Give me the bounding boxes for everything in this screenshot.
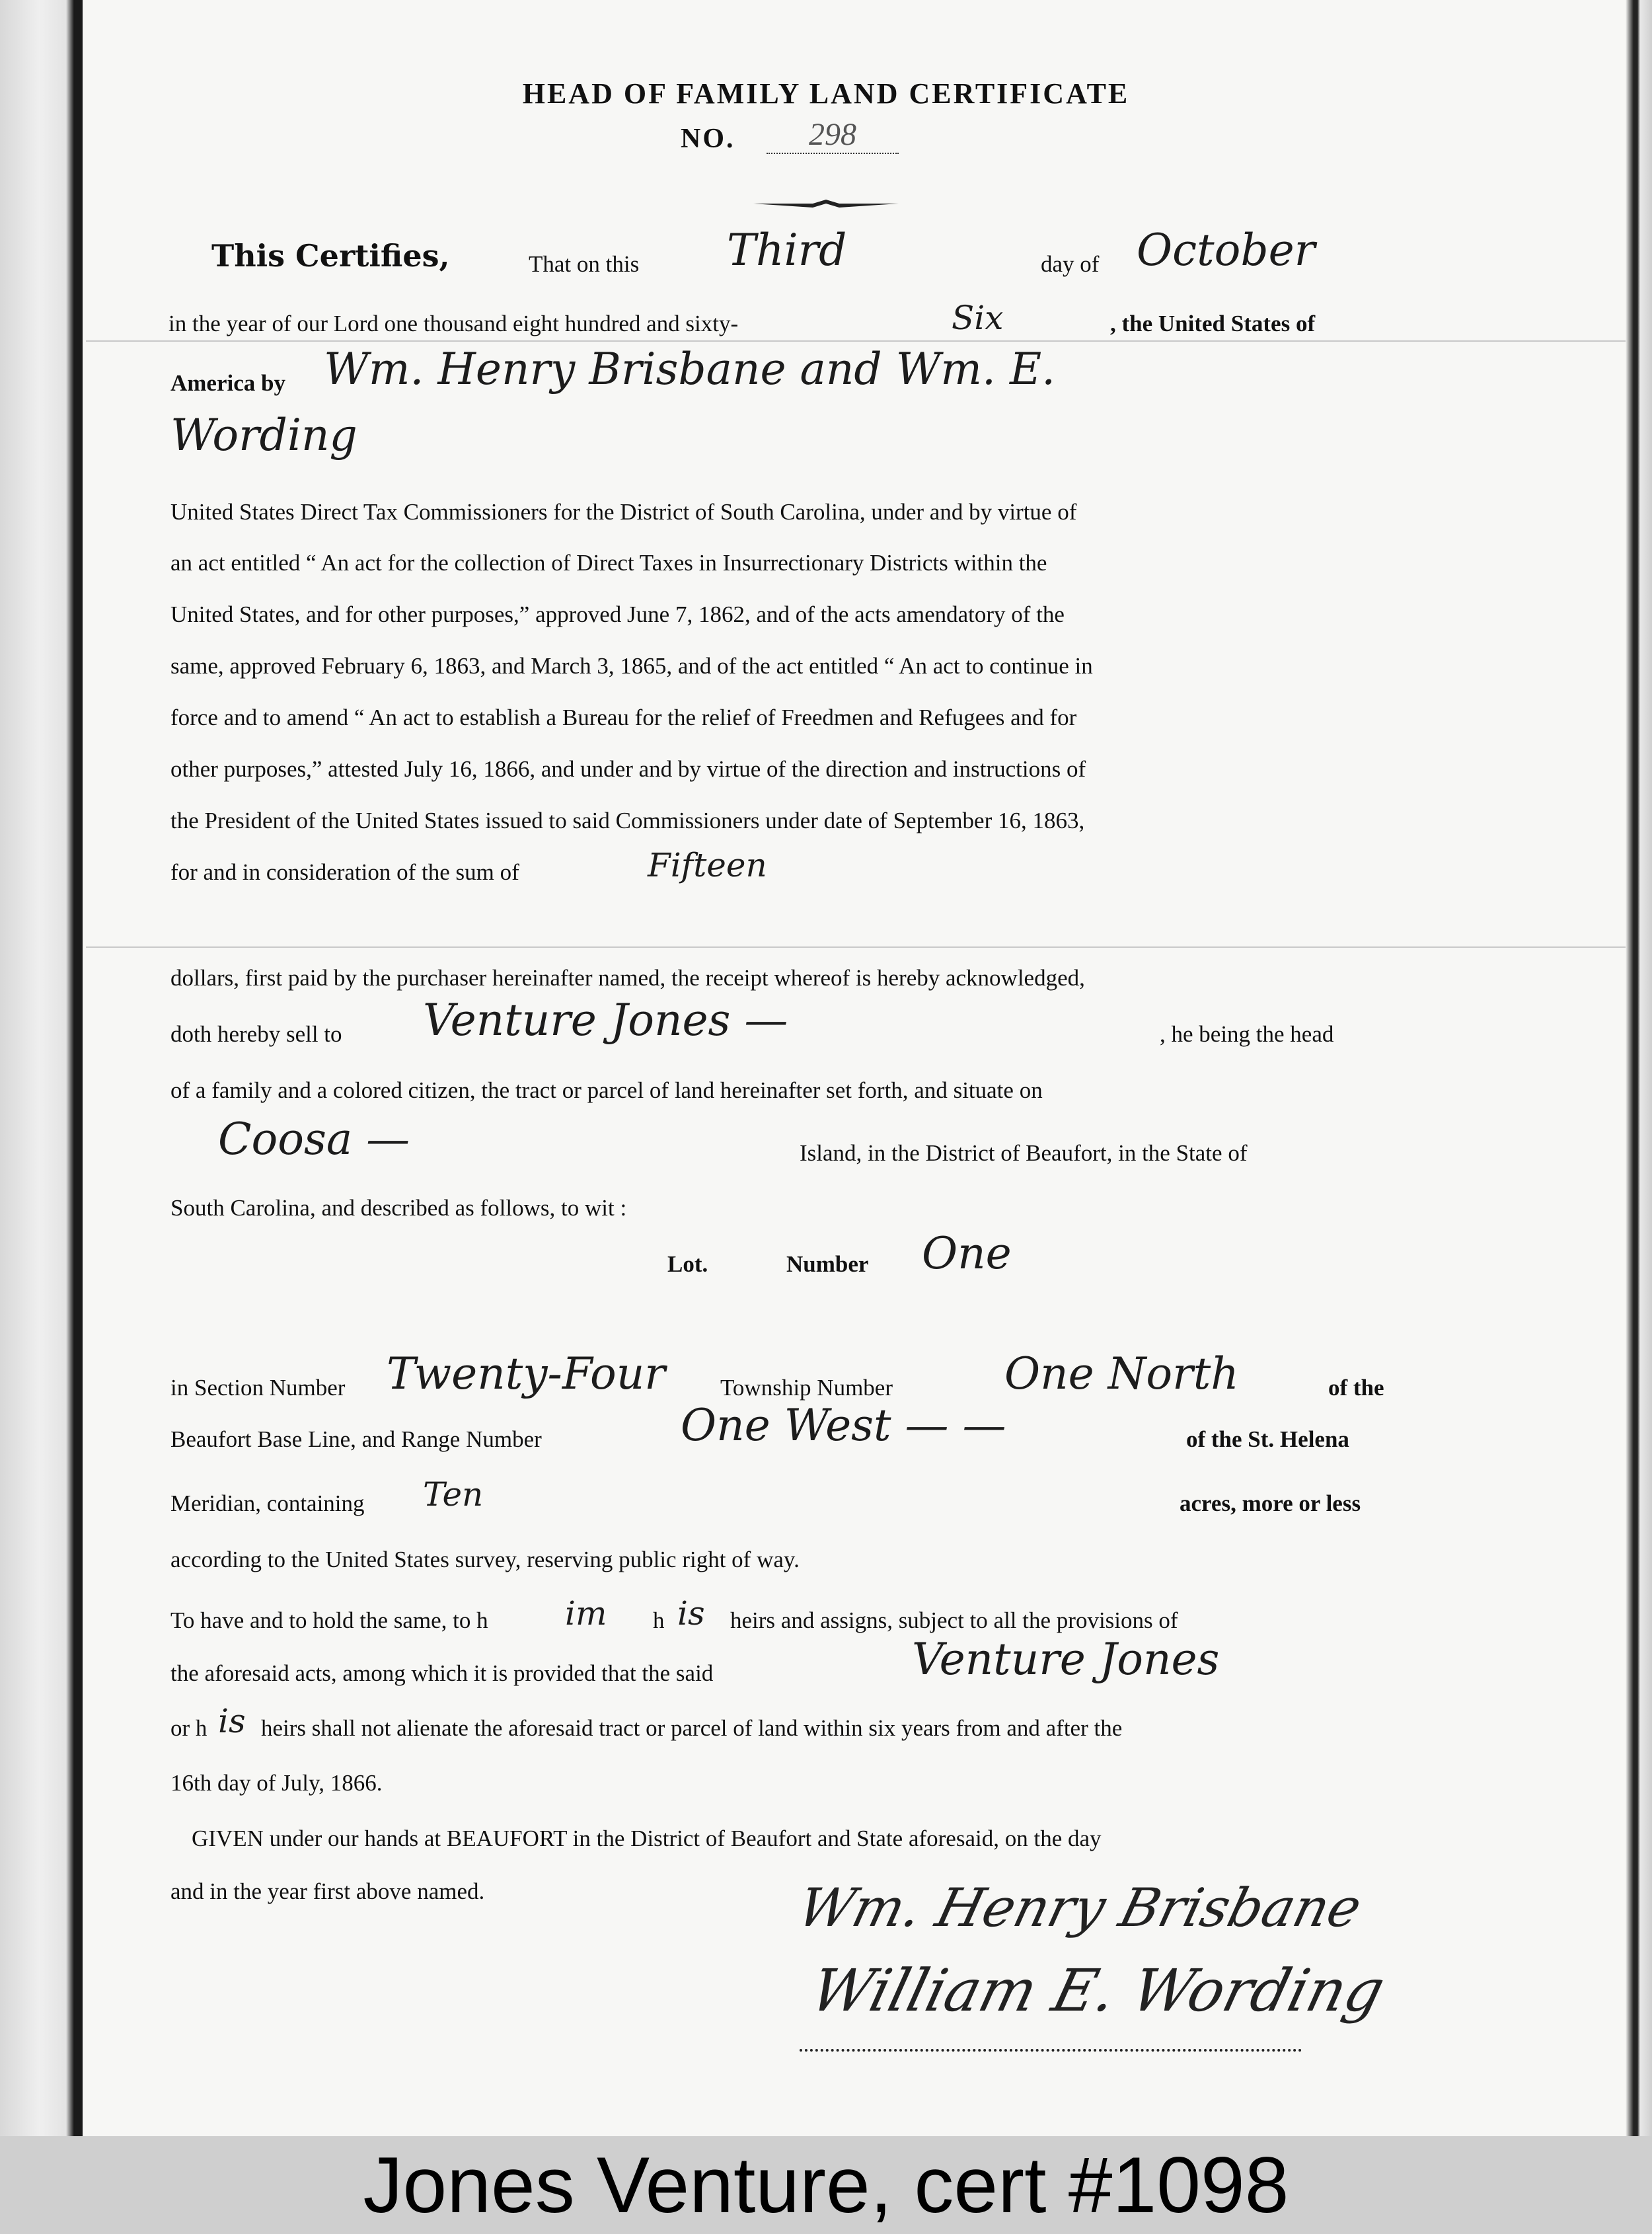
text-line: and in the year first above named. <box>170 1878 485 1904</box>
text-line: Township Number <box>720 1375 893 1401</box>
text-line: the President of the United States issued to said Commissioners under date of September 16, 1863, <box>170 808 1085 833</box>
blackletter-opening: This Certifies, <box>211 238 450 274</box>
handwritten-island: Coosa — <box>218 1114 410 1165</box>
text-line: or h <box>170 1715 207 1741</box>
text-line: heirs and assigns, subject to all the provisions of <box>730 1607 1178 1633</box>
text-line: South Carolina, and described as follows, to wit : <box>170 1195 627 1221</box>
handwritten-day: Third <box>727 225 847 276</box>
text-line: dollars, first paid by the purchaser hereinafter named, the receipt whereof is hereby acknowledged, <box>170 965 1085 991</box>
page-right-edge <box>1626 0 1652 2136</box>
text-line: same, approved February 6, 1863, and March 3, 1865, and of the act entitled “ An act to continue in <box>170 653 1093 679</box>
ornament-divider <box>753 198 899 209</box>
text-line: That on this <box>529 251 640 277</box>
handwritten-pronoun: is <box>677 1594 705 1633</box>
handwritten-commissioner-surname: Wording <box>170 410 357 461</box>
text-line: , the United States of <box>1110 311 1316 336</box>
fold-line <box>86 340 1626 342</box>
text-line: doth hereby sell to <box>170 1021 342 1047</box>
text-line: h <box>653 1607 665 1633</box>
handwritten-lot: One <box>922 1228 1012 1279</box>
text-line: GIVEN under our hands at BEAUFORT in the District of Beaufort and State aforesaid, on the day <box>192 1826 1102 1851</box>
text-line: Island, in the District of Beaufort, in the State of <box>800 1140 1248 1166</box>
text-line: Beaufort Base Line, and Range Number <box>170 1426 542 1452</box>
handwritten-pronoun: im <box>565 1594 607 1633</box>
handwritten-township: One North <box>1004 1348 1239 1399</box>
handwritten-purchaser: Venture Jones <box>912 1634 1220 1685</box>
text-line: day of <box>1041 251 1100 277</box>
handwritten-month: October <box>1137 225 1316 276</box>
text-line: for and in consideration of the sum of <box>170 859 519 885</box>
handwritten-purchaser: Venture Jones — <box>423 995 788 1046</box>
text-line: of a family and a colored citizen, the tract or parcel of land hereinafter set forth, and situate on <box>170 1077 1043 1103</box>
handwritten-sum: Fifteen <box>648 846 767 884</box>
text-line: , he being the head <box>1160 1021 1334 1047</box>
text-line: United States, and for other purposes,” approved June 7, 1862, and of the acts amendatory of the <box>170 601 1065 627</box>
text-line: in the year of our Lord one thousand eight hundred and sixty- <box>169 311 739 336</box>
text-line: according to the United States survey, reserving public right of way. <box>170 1547 800 1572</box>
page-binding-edge <box>0 0 83 2136</box>
text-line: other purposes,” attested July 16, 1866, and under and by virtue of the direction and instructions of <box>170 756 1086 782</box>
text-line: To have and to hold the same, to h <box>170 1607 488 1633</box>
text-line: acres, more or less <box>1180 1490 1361 1516</box>
fold-line <box>86 946 1626 948</box>
text-line: Lot. <box>667 1251 708 1277</box>
text-line: of the St. Helena <box>1186 1426 1349 1452</box>
certificate-title: HEAD OF FAMILY LAND CERTIFICATE <box>522 77 1130 110</box>
handwritten-range: One West — — <box>681 1400 1006 1451</box>
signature-wording: William E. Wording <box>804 1956 1392 2024</box>
text-line: Meridian, containing <box>170 1490 365 1516</box>
handwritten-commissioners: Wm. Henry Brisbane and Wm. E. <box>324 344 1056 395</box>
text-line: force and to amend “ An act to establish a Bureau for the relief of Freedmen and Refugees and for <box>170 705 1077 730</box>
text-line: an act entitled “ An act for the collection of Direct Taxes in Insurrectionary Districts within the <box>170 550 1047 576</box>
text-line: of the <box>1328 1375 1384 1401</box>
handwritten-pronoun: is <box>218 1702 246 1740</box>
text-line: 16th day of July, 1866. <box>170 1770 383 1796</box>
text-line: in Section Number <box>170 1375 346 1401</box>
text-line: heirs shall not alienate the aforesaid tract or parcel of land within six years from and after the <box>261 1715 1123 1741</box>
certificate-number-label: NO. <box>681 124 735 154</box>
text-line: the aforesaid acts, among which it is provided that the said <box>170 1660 714 1686</box>
image-caption: Jones Venture, cert #1098 <box>0 2136 1652 2234</box>
certificate-number-handwritten: 298 <box>767 116 899 154</box>
text-line: United States Direct Tax Commissioners for the District of South Carolina, under and by virtue of <box>170 499 1077 525</box>
text-line: America by <box>170 370 285 396</box>
handwritten-year: Six <box>952 299 1004 337</box>
signature-brisbane: Wm. Henry Brisbane <box>792 1877 1368 1939</box>
handwritten-acres: Ten <box>423 1475 484 1514</box>
signature-line <box>800 2049 1302 2052</box>
handwritten-section: Twenty-Four <box>387 1348 665 1399</box>
text-line: Number <box>786 1251 869 1277</box>
